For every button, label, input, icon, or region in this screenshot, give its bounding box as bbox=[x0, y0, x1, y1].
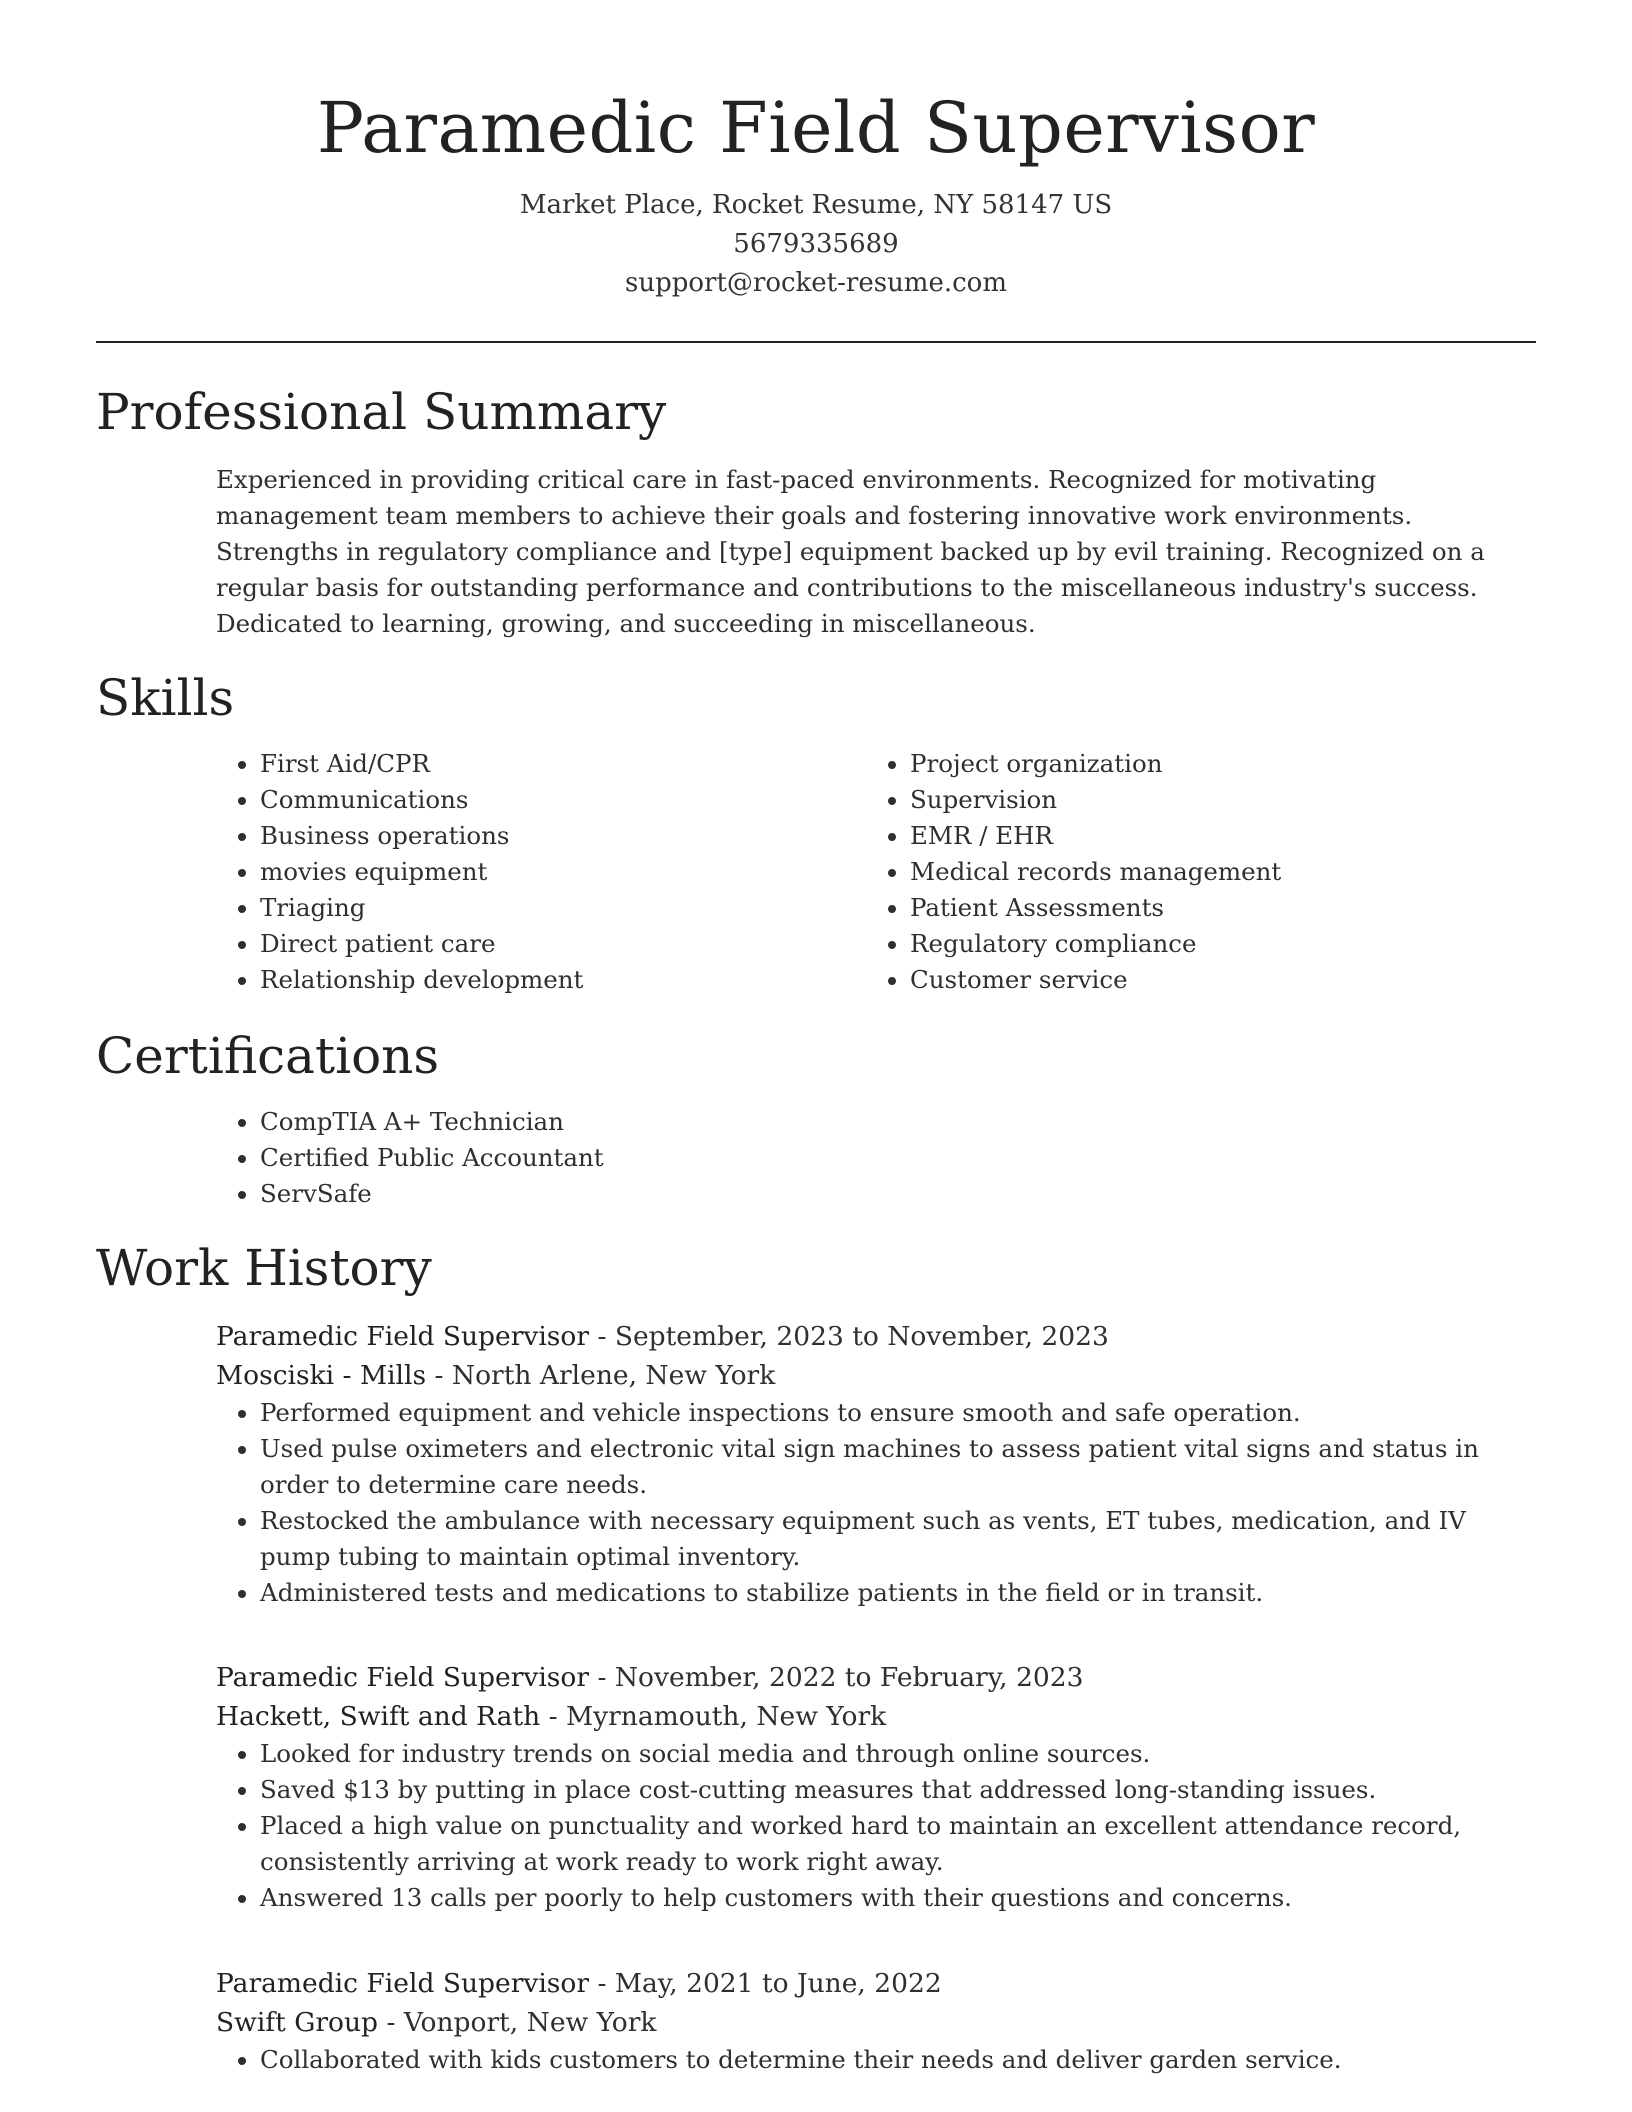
job-company-line bbox=[216, 2003, 1536, 2042]
skills-list-left bbox=[216, 746, 816, 998]
job-location: - Vonport, New York bbox=[378, 2007, 657, 2038]
certifications-heading: Certifications bbox=[96, 1027, 440, 1085]
job-company: Mosciski - Mills bbox=[216, 1360, 427, 1391]
phone-line: 5679335689 bbox=[733, 229, 899, 259]
summary-heading: Professional Summary bbox=[96, 383, 667, 441]
job-company-line bbox=[216, 1356, 1536, 1395]
job-role: Paramedic Field Supervisor bbox=[216, 1968, 590, 1999]
work-history-heading: Work History bbox=[96, 1239, 432, 1297]
job-role: Paramedic Field Supervisor bbox=[216, 1662, 590, 1693]
job-duty: • Performed equipment and vehicle inspections to ensure smooth and safe operation. bbox=[260, 1395, 1536, 1431]
job-role: Paramedic Field Supervisor bbox=[216, 1321, 590, 1352]
certification-item: • ServSafe bbox=[260, 1176, 1016, 1212]
job-duties-list bbox=[216, 1736, 1536, 1916]
address-line: Market Place, Rocket Resume, NY 58147 US bbox=[519, 190, 1113, 220]
job-duty: • Collaborated with kids customers to determine their needs and deliver garden service. bbox=[260, 2042, 1536, 2078]
skill-item: • Regulatory compliance bbox=[910, 926, 1486, 962]
skills-heading: Skills bbox=[96, 669, 235, 727]
job-entry bbox=[216, 1317, 1536, 1611]
job-dates: - September, 2023 to November, 2023 bbox=[589, 1321, 1109, 1352]
job-title-line bbox=[216, 1317, 1536, 1356]
skill-item: • Customer service bbox=[910, 962, 1486, 998]
skills-list-right bbox=[866, 746, 1486, 998]
job-duty: • Administered tests and medications to stabilize patients in the field or in transit. bbox=[260, 1575, 1536, 1611]
email-line: support@rocket-resume.com bbox=[624, 268, 1007, 298]
contact-block bbox=[0, 186, 1632, 303]
skill-item: • Relationship development bbox=[260, 962, 816, 998]
job-duty: • Used pulse oximeters and electronic vital sign machines to assess patient vital signs and status in order to determine care needs. bbox=[260, 1431, 1536, 1503]
job-title-line bbox=[216, 1658, 1536, 1697]
job-company: Hackett, Swift and Rath bbox=[216, 1701, 541, 1732]
job-duty: • Placed a high value on punctuality and worked hard to maintain an excellent attendance record, consistently arriving at work ready to work right away. bbox=[260, 1808, 1536, 1880]
summary-text: Experienced in providing critical care in fast-paced environments. Recognized for motivating management team members to achieve their goals and fostering innovative work environments. Strengths in regulatory compliance and [type] equipment backed up by evil training. Recognized on a regular basis for outstanding performance and contributions to the miscellaneous industry's success. Dedicated to learning, growing, and succeeding in miscellaneous. bbox=[216, 465, 1485, 638]
job-dates: - November, 2022 to February, 2023 bbox=[589, 1662, 1084, 1693]
skill-item: • Communications bbox=[260, 782, 816, 818]
skill-item: • Triaging bbox=[260, 890, 816, 926]
certifications-block bbox=[216, 1104, 1016, 1212]
job-location: - North Arlene, New York bbox=[426, 1360, 776, 1391]
job-entry bbox=[216, 1658, 1536, 1916]
header-divider bbox=[96, 341, 1536, 343]
job-duty: • Looked for industry trends on social media and through online sources. bbox=[260, 1736, 1536, 1772]
skill-item: • First Aid/CPR bbox=[260, 746, 816, 782]
job-company-line bbox=[216, 1697, 1536, 1736]
skill-item: • Business operations bbox=[260, 818, 816, 854]
skill-item: • EMR / EHR bbox=[910, 818, 1486, 854]
job-location: - Myrnamouth, New York bbox=[540, 1701, 887, 1732]
job-duty: • Restocked the ambulance with necessary equipment such as vents, ET tubes, medication, and IV pump tubing to maintain optimal inventory. bbox=[260, 1503, 1536, 1575]
skill-item: • movies equipment bbox=[260, 854, 816, 890]
job-entry bbox=[216, 1964, 1536, 2078]
skill-item: • Project organization bbox=[910, 746, 1486, 782]
job-title-line bbox=[216, 1964, 1536, 2003]
skill-item: • Direct patient care bbox=[260, 926, 816, 962]
job-duty: • Answered 13 calls per poorly to help customers with their questions and concerns. bbox=[260, 1880, 1536, 1916]
skills-column-left bbox=[216, 746, 816, 998]
job-company: Swift Group bbox=[216, 2007, 379, 2038]
skill-item: • Patient Assessments bbox=[910, 890, 1486, 926]
skill-item: • Medical records management bbox=[910, 854, 1486, 890]
skill-item: • Supervision bbox=[910, 782, 1486, 818]
certification-item: • Certified Public Accountant bbox=[260, 1140, 1016, 1176]
job-duty: • Saved $13 by putting in place cost-cutting measures that addressed long-standing issues. bbox=[260, 1772, 1536, 1808]
certification-item: • CompTIA A+ Technician bbox=[260, 1104, 1016, 1140]
skills-column-right bbox=[866, 746, 1486, 998]
candidate-name: Paramedic Field Supervisor bbox=[316, 87, 1316, 169]
resume-header bbox=[0, 0, 1632, 303]
job-duties-list bbox=[216, 1395, 1536, 1611]
job-duties-list bbox=[216, 2042, 1536, 2078]
job-dates: - May, 2021 to June, 2022 bbox=[589, 1968, 942, 1999]
certifications-list bbox=[216, 1104, 1016, 1212]
